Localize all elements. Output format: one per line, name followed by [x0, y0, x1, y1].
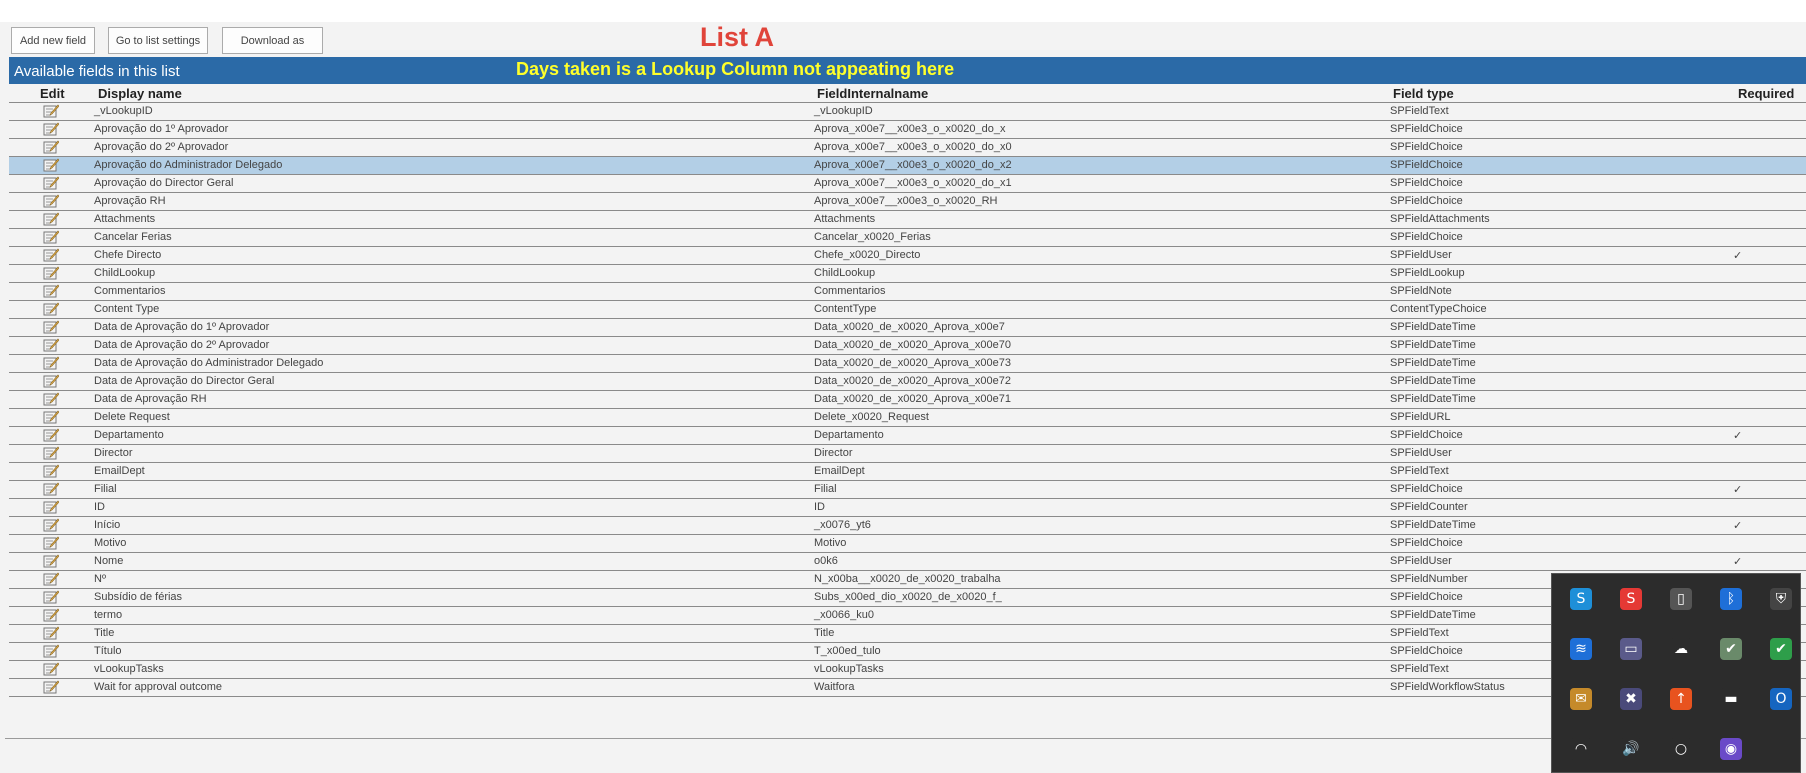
edit-icon[interactable]	[43, 608, 59, 622]
internal-name-cell: Data_x0020_de_x0020_Aprova_x00e7	[814, 321, 1005, 333]
display-name-cell: termo	[94, 609, 123, 621]
field-type-cell: SPFieldWorkflowStatus	[1390, 681, 1505, 693]
display-name-cell: Aprovação RH	[94, 195, 166, 207]
add-new-field-button[interactable]: Add new field	[11, 27, 95, 54]
table-row[interactable]	[9, 427, 1806, 445]
internal-name-cell: _x0076_yt6	[814, 519, 871, 531]
required-cell: ✓	[1733, 520, 1743, 532]
edit-icon[interactable]	[43, 320, 59, 334]
internal-name-cell: Waitfora	[814, 681, 855, 693]
field-type-cell: SPFieldChoice	[1390, 195, 1463, 207]
display-name-cell: ChildLookup	[94, 267, 156, 279]
banner-title: Available fields in this list	[14, 63, 180, 80]
display-name-cell: Data de Aprovação do 2º Aprovador	[94, 339, 270, 351]
edit-icon[interactable]	[43, 338, 59, 352]
internal-name-cell: _x0066_ku0	[814, 609, 874, 621]
app-round-icon[interactable]: ◉	[1720, 738, 1742, 760]
internal-name-cell: ChildLookup	[814, 267, 876, 279]
edit-icon[interactable]	[43, 428, 59, 442]
internal-name-cell: Director	[814, 447, 853, 459]
field-type-cell: SPFieldDateTime	[1390, 519, 1476, 531]
display-name-cell: vLookupTasks	[94, 663, 164, 675]
column-header-internal-name: FieldInternalname	[817, 86, 929, 101]
edit-icon[interactable]	[43, 140, 59, 154]
check-card-icon[interactable]: ✔	[1720, 638, 1742, 660]
field-type-cell: SPFieldDateTime	[1390, 375, 1476, 387]
display-name-cell: Início	[94, 519, 121, 531]
internal-name-cell: Delete_x0020_Request	[814, 411, 929, 423]
internal-name-cell: _vLookupID	[814, 105, 873, 117]
internal-name-cell: Aprova_x00e7__x00e3_o_x0020_do_x1	[814, 177, 1012, 189]
table-row[interactable]	[9, 265, 1806, 283]
display-name-cell: Título	[94, 645, 122, 657]
field-type-cell: SPFieldLookup	[1390, 267, 1465, 279]
display-name-cell: Data de Aprovação do Director Geral	[94, 375, 275, 387]
table-row[interactable]	[9, 499, 1806, 517]
table-row[interactable]	[9, 643, 1806, 661]
field-type-cell: SPFieldDateTime	[1390, 321, 1476, 333]
field-type-cell: SPFieldNote	[1390, 285, 1452, 297]
column-header-edit: Edit	[40, 86, 65, 101]
table-row[interactable]	[9, 661, 1806, 679]
table-row[interactable]	[9, 391, 1806, 409]
internal-name-cell: Data_x0020_de_x0020_Aprova_x00e70	[814, 339, 1011, 351]
field-type-cell: SPFieldNumber	[1390, 573, 1468, 585]
display-name-cell: ID	[94, 501, 105, 513]
field-type-cell: ContentTypeChoice	[1390, 303, 1487, 315]
edit-icon[interactable]	[43, 500, 59, 514]
table-row[interactable]	[9, 301, 1806, 319]
fields-table	[9, 102, 1806, 697]
internal-name-cell: Data_x0020_de_x0020_Aprova_x00e72	[814, 375, 1011, 387]
edit-icon[interactable]	[43, 482, 59, 496]
sogou-icon[interactable]: S	[1620, 588, 1642, 610]
field-type-cell: SPFieldUser	[1390, 447, 1452, 459]
edit-icon[interactable]	[43, 374, 59, 388]
list-title: List A	[700, 22, 774, 52]
edit-icon[interactable]	[43, 446, 59, 460]
column-header-required: Required	[1738, 86, 1795, 101]
edit-icon[interactable]	[43, 302, 59, 316]
required-cell: ✓	[1733, 556, 1743, 568]
internal-name-cell: Aprova_x00e7__x00e3_o_x0020_RH	[814, 195, 998, 207]
field-type-cell: SPFieldChoice	[1390, 483, 1463, 495]
table-row[interactable]	[9, 517, 1806, 535]
table-row[interactable]	[9, 337, 1806, 355]
edit-icon[interactable]	[43, 626, 59, 640]
cloud-off-icon[interactable]: ☁	[1670, 638, 1692, 660]
display-name-cell: _vLookupID	[94, 105, 153, 117]
volume-icon[interactable]: 🔊	[1620, 738, 1642, 760]
field-type-cell: SPFieldDateTime	[1390, 357, 1476, 369]
display-name-cell: Commentarios	[94, 285, 166, 297]
field-type-cell: SPFieldText	[1390, 105, 1449, 117]
banner-note: Days taken is a Lookup Column not appeating here	[516, 59, 955, 79]
field-type-cell: SPFieldText	[1390, 465, 1449, 477]
internal-name-cell: Data_x0020_de_x0020_Aprova_x00e71	[814, 393, 1011, 405]
download-csv-button[interactable]: Download as	[222, 27, 323, 54]
display-name-cell: Delete Request	[94, 411, 170, 423]
table-row[interactable]	[9, 553, 1806, 571]
field-type-cell: SPFieldText	[1390, 627, 1449, 639]
field-type-cell: SPFieldUser	[1390, 555, 1452, 567]
internal-name-cell: ID	[814, 501, 825, 513]
monitor-icon[interactable]: ▭	[1620, 638, 1642, 660]
display-name-cell: Filial	[94, 483, 117, 495]
display-name-cell: Attachments	[94, 213, 156, 225]
field-type-cell: SPFieldChoice	[1390, 537, 1463, 549]
internal-name-cell: Motivo	[814, 537, 847, 549]
table-row[interactable]	[9, 139, 1806, 157]
field-type-cell: SPFieldCounter	[1390, 501, 1468, 513]
field-type-cell: SPFieldChoice	[1390, 429, 1463, 441]
internal-name-cell: o0k6	[814, 555, 838, 567]
edit-icon[interactable]	[43, 176, 59, 190]
edit-icon[interactable]	[43, 194, 59, 208]
required-cell: ✓	[1733, 250, 1743, 262]
edit-icon[interactable]	[43, 680, 59, 694]
table-row[interactable]	[9, 589, 1806, 607]
internal-name-cell: Chefe_x0020_Directo	[814, 249, 921, 261]
table-row[interactable]	[9, 571, 1806, 589]
field-type-cell: SPFieldDateTime	[1390, 393, 1476, 405]
table-row[interactable]	[9, 373, 1806, 391]
internal-name-cell: vLookupTasks	[814, 663, 884, 675]
required-cell: ✓	[1733, 430, 1743, 442]
internal-name-cell: Subs_x00ed_dio_x0020_de_x0020_f_	[814, 591, 1002, 603]
internal-name-cell: ContentType	[814, 303, 877, 315]
internal-name-cell: Data_x0020_de_x0020_Aprova_x00e73	[814, 357, 1011, 369]
table-row[interactable]	[9, 319, 1806, 337]
field-type-cell: SPFieldChoice	[1390, 177, 1463, 189]
field-type-cell: SPFieldChoice	[1390, 159, 1463, 171]
display-name-cell: Aprovação do 1º Aprovador	[94, 123, 229, 135]
display-name-cell: Chefe Directo	[94, 249, 162, 261]
wifi-icon[interactable]: ◠	[1570, 738, 1592, 760]
table-row[interactable]	[9, 445, 1806, 463]
tablet-icon[interactable]: ▯	[1670, 588, 1692, 610]
column-header-field-type: Field type	[1393, 86, 1454, 101]
display-name-cell: Subsídio de férias	[94, 591, 183, 603]
internal-name-cell: Departamento	[814, 429, 884, 441]
display-name-cell: Cancelar Ferias	[94, 231, 172, 243]
mail-icon[interactable]: ✉	[1570, 688, 1592, 710]
field-type-cell: SPFieldText	[1390, 663, 1449, 675]
table-row[interactable]	[9, 229, 1806, 247]
display-name-cell: Data de Aprovação do 1º Aprovador	[94, 321, 270, 333]
edit-icon[interactable]	[43, 266, 59, 280]
required-cell: ✓	[1733, 484, 1743, 496]
security-shield-icon[interactable]: ⛨	[1770, 588, 1792, 610]
bluetooth-icon[interactable]: ᛒ	[1720, 588, 1742, 610]
table-row[interactable]	[9, 283, 1806, 301]
system-tray-overflow	[1551, 573, 1801, 773]
edit-icon[interactable]	[43, 464, 59, 478]
edit-icon[interactable]	[43, 410, 59, 424]
edit-icon[interactable]	[43, 158, 59, 172]
internal-name-cell: Aprova_x00e7__x00e3_o_x0020_do_x0	[814, 141, 1012, 153]
display-name-cell: Wait for approval outcome	[94, 681, 222, 693]
edit-icon[interactable]	[43, 572, 59, 586]
display-name-cell: Data de Aprovação do Administrador Delegado	[94, 357, 324, 369]
battery-icon[interactable]: ▬	[1720, 688, 1742, 710]
field-type-cell: SPFieldChoice	[1390, 591, 1463, 603]
edit-icon[interactable]	[43, 590, 59, 604]
field-type-cell: SPFieldAttachments	[1390, 213, 1490, 225]
audio-wave-icon[interactable]: ≋	[1570, 638, 1592, 660]
display-name-cell: Data de Aprovação RH	[94, 393, 207, 405]
edit-icon[interactable]	[43, 644, 59, 658]
list-settings-button[interactable]: Go to list settings	[108, 27, 208, 54]
field-type-cell: SPFieldURL	[1390, 411, 1451, 423]
edit-icon[interactable]	[43, 536, 59, 550]
table-row[interactable]	[9, 463, 1806, 481]
field-type-cell: SPFieldUser	[1390, 249, 1452, 261]
internal-name-cell: Attachments	[814, 213, 876, 225]
divider	[5, 738, 1806, 739]
edit-icon[interactable]	[43, 248, 59, 262]
internal-name-cell: Filial	[814, 483, 837, 495]
fields-banner	[9, 57, 1806, 84]
edit-icon[interactable]	[43, 554, 59, 568]
display-name-cell: Motivo	[94, 537, 127, 549]
field-type-cell: SPFieldDateTime	[1390, 339, 1476, 351]
skype-icon[interactable]: S	[1570, 588, 1592, 610]
network-error-icon[interactable]: ✖	[1620, 688, 1642, 710]
table-row[interactable]	[9, 157, 1806, 175]
table-row[interactable]	[9, 355, 1806, 373]
field-type-cell: SPFieldDateTime	[1390, 609, 1476, 621]
internal-name-cell: Aprova_x00e7__x00e3_o_x0020_do_x	[814, 123, 1006, 135]
display-name-cell: EmailDept	[94, 465, 145, 477]
edit-icon[interactable]	[43, 104, 59, 118]
internal-name-cell: T_x00ed_tulo	[814, 645, 881, 657]
field-type-cell: SPFieldChoice	[1390, 123, 1463, 135]
field-type-cell: SPFieldChoice	[1390, 231, 1463, 243]
table-row[interactable]	[9, 211, 1806, 229]
display-name-cell: Content Type	[94, 303, 160, 315]
field-type-cell: SPFieldChoice	[1390, 645, 1463, 657]
field-type-cell: SPFieldChoice	[1390, 141, 1463, 153]
internal-name-cell: Aprova_x00e7__x00e3_o_x0020_do_x2	[814, 159, 1012, 171]
table-row[interactable]	[9, 679, 1806, 697]
table-row[interactable]	[9, 102, 1806, 121]
display-name-cell: Director	[94, 447, 133, 459]
table-row[interactable]	[9, 607, 1806, 625]
display-name-cell: Nº	[94, 573, 106, 585]
table-row[interactable]	[9, 175, 1806, 193]
table-row[interactable]	[9, 535, 1806, 553]
edit-icon[interactable]	[43, 518, 59, 532]
table-row[interactable]	[9, 247, 1806, 265]
table-header	[9, 84, 1806, 102]
internal-name-cell: Commentarios	[814, 285, 886, 297]
table-row[interactable]	[9, 193, 1806, 211]
edit-icon[interactable]	[43, 662, 59, 676]
internal-name-cell: Cancelar_x0020_Ferias	[814, 231, 931, 243]
edit-icon[interactable]	[43, 230, 59, 244]
circle-icon[interactable]: ○	[1670, 738, 1692, 760]
display-name-cell: Aprovação do Director Geral	[94, 177, 234, 189]
display-name-cell: Nome	[94, 555, 124, 567]
edit-icon[interactable]	[43, 392, 59, 406]
upload-icon[interactable]: ↑	[1670, 688, 1692, 710]
internal-name-cell: Title	[814, 627, 835, 639]
table-row[interactable]	[9, 481, 1806, 499]
edit-icon[interactable]	[43, 284, 59, 298]
table-row[interactable]	[9, 625, 1806, 643]
table-row[interactable]	[9, 121, 1806, 139]
edit-icon[interactable]	[43, 122, 59, 136]
edit-icon[interactable]	[43, 212, 59, 226]
display-name-cell: Title	[94, 627, 115, 639]
edit-icon[interactable]	[43, 356, 59, 370]
column-header-display-name: Display name	[98, 86, 182, 101]
display-name-cell: Aprovação do Administrador Delegado	[94, 159, 283, 171]
display-name-cell: Departamento	[94, 429, 164, 441]
table-row[interactable]	[9, 409, 1806, 427]
display-name-cell: Aprovação do 2º Aprovador	[94, 141, 229, 153]
outlook-icon[interactable]: O	[1770, 688, 1792, 710]
internal-name-cell: N_x00ba__x0020_de_x0020_trabalha	[814, 573, 1001, 585]
internal-name-cell: EmailDept	[814, 465, 865, 477]
defender-check-icon[interactable]: ✔	[1770, 638, 1792, 660]
